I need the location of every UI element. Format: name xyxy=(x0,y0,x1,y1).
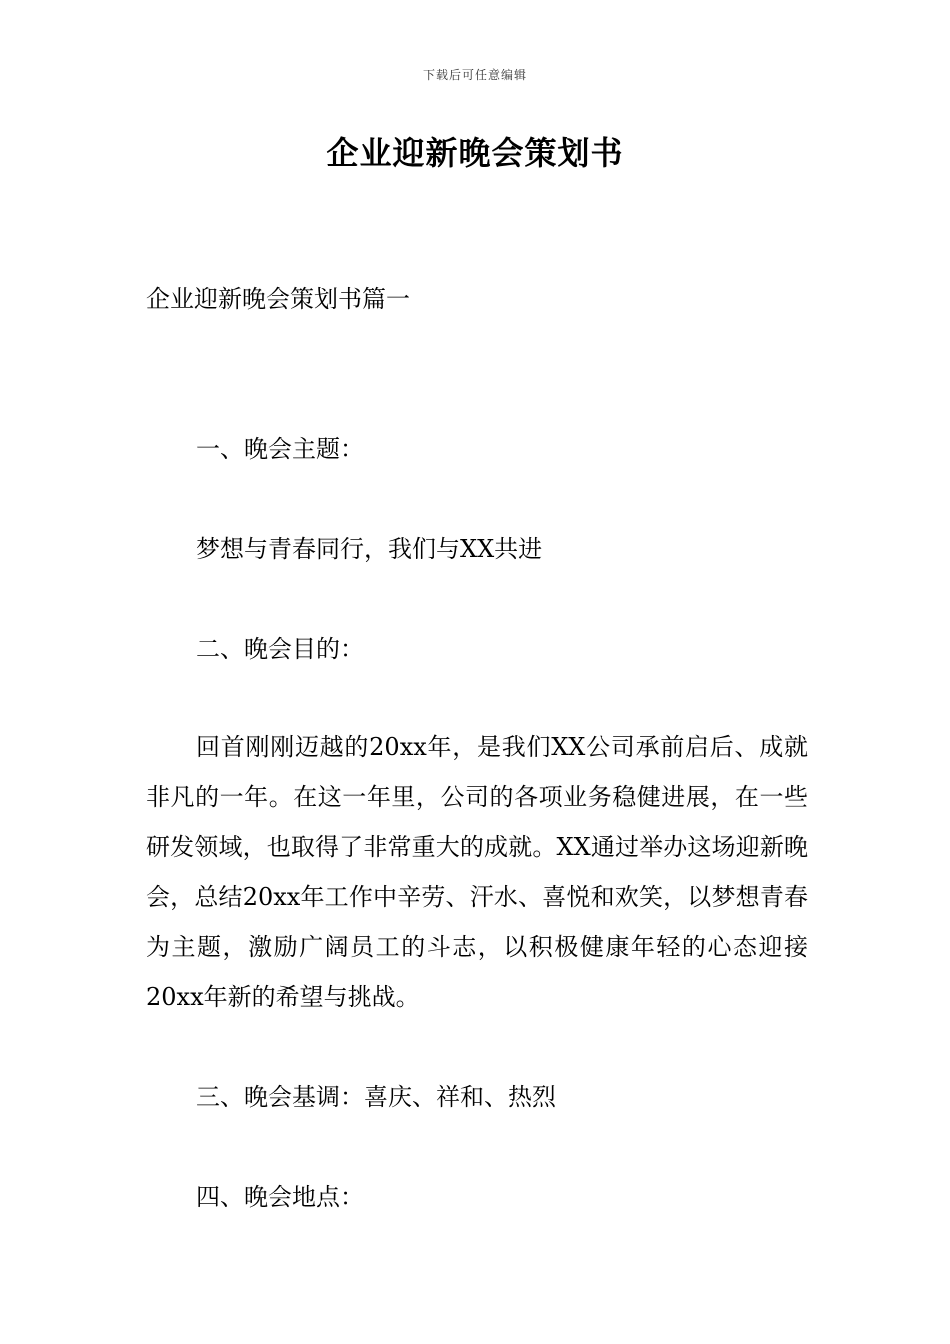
section-heading-theme: 一、晚会主题： xyxy=(196,435,364,463)
document-title: 企业迎新晚会策划书 xyxy=(326,134,624,172)
purpose-paragraph: 回首刚刚迈越的20xx年，是我们XX公司承前启后、成就非凡的一年。在这一年里，公司的各项业务稳健进展，在一些研发领域，也取得了非常重大的成就。XX通过举办这场迎新晚会，总结20xx年工作中辛劳、汗水、喜悦和欢笑，以梦想青春为主题，激励广阔员工的斗志，以积极健康年轻的心态迎接20xx年新的希望与挑战。 xyxy=(146,733,808,1011)
section-heading-venue: 四、晚会地点： xyxy=(196,1183,364,1211)
document-subtitle: 企业迎新晚会策划书篇一 xyxy=(146,285,410,313)
section-heading-tone: 三、晚会基调：喜庆、祥和、热烈 xyxy=(196,1083,556,1111)
section-heading-purpose: 二、晚会目的： xyxy=(196,635,364,663)
theme-text: 梦想与青春同行，我们与XX共进 xyxy=(196,535,543,563)
header-note: 下载后可任意编辑 xyxy=(422,68,527,82)
